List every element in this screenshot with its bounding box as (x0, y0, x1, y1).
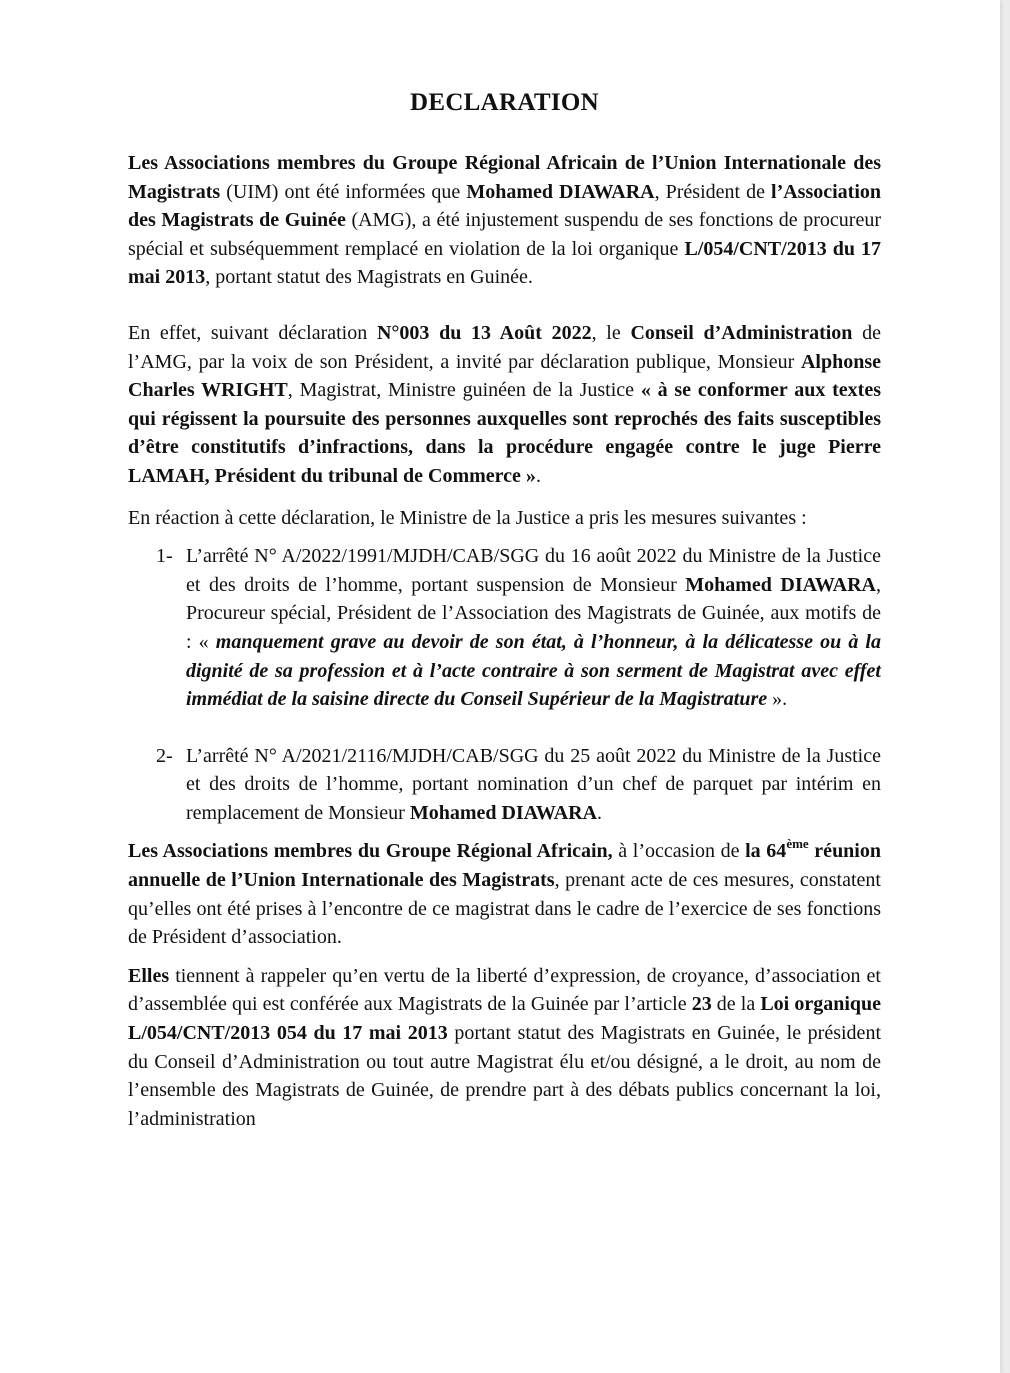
list-item-number: 2- (156, 744, 173, 767)
list-item-number: 1- (156, 545, 173, 568)
paragraph-intro: Les Associations membres du Groupe Régional Africain de l’Union Internationale des Magistrats (UIM) ont été informées que Mohamed DIAWARA, Président de l’Association des Magistrats de Guinée (AMG), a été injustement suspendu de ses fonctions de procureur spécial et subséquemment remplacé en violation de la loi organique L/054/CNT/2013 du 17 mai 2013, portant statut des Magistrats en Guinée. (128, 152, 882, 289)
paragraph-declaration: En effet, suivant déclaration N°003 du 13 Août 2022, le Conseil d’Administration de l’AMG, par la voix de son Président, a invité par déclaration publique, Monsieur Alphonse Charles WRIGHT, Magistrat, Ministre guinéen de la Justice « à se conformer aux textes qui régissent la poursuite des personnes auxquelles sont reprochés des faits susceptibles d’être constitutifs d’infractions, dans la procédure engagée contre le juge Pierre LAMAH, Président du tribunal de Commerce ». (128, 321, 882, 487)
paragraph-reaction: En réaction à cette déclaration, le Ministre de la Justice a pris les mesures suivantes : (128, 506, 807, 529)
document-title: DECLARATION (410, 89, 599, 116)
list-item: 1- L’arrêté N° A/2022/1991/MJDH/CAB/SGG du 16 août 2022 du Ministre de la Justice et des droits de l’homme, portant suspension de Monsieur Mohamed DIAWARA, Procureur spécial, Président de l’Association des Magistrats de Guinée, aux motifs de : « manquement grave au devoir de son état, à l’honneur, à la délicatesse ou à la dignité de sa profession et à l’acte contraire à son serment de Magistrat avec effet immédiat de la saisine directe du Conseil Supérieur de la Magistrature ». (128, 542, 881, 714)
measures-list (128, 542, 881, 827)
paragraph-findings: Les Associations membres du Groupe Régional Africain, à l’occasion de la 64ème réunion annuelle de l’Union Internationale des Magistrats, prenant acte de ces mesures, constatent qu’elles ont été prises à l’encontre de ce magistrat dans le cadre de l’exercice de ses fonctions de Président d’association. (128, 836, 881, 949)
list-item: 2- L’arrêté N° A/2021/2116/MJDH/CAB/SGG du 25 août 2022 du Ministre de la Justice et des droits de l’homme, portant nomination d’un chef de parquet par intérim en remplacement de Monsieur Mohamed DIAWARA. (128, 742, 881, 828)
document-body (128, 88, 881, 1133)
paragraph-rights: Elles tiennent à rappeler qu’en vertu de la liberté d’expression, de croyance, d’association et d’assemblée qui est conférée aux Magistrats de la Guinée par l’article 23 de la Loi organique L/054/CNT/2013 054 du 17 mai 2013 portant statut des Magistrats en Guinée, le président du Conseil d’Administration ou tout autre Magistrat élu et/ou désigné, a le droit, au nom de l’ensemble des Magistrats de Guinée, de prendre part à des débats publics concernant la loi, l’administration (128, 964, 881, 1130)
